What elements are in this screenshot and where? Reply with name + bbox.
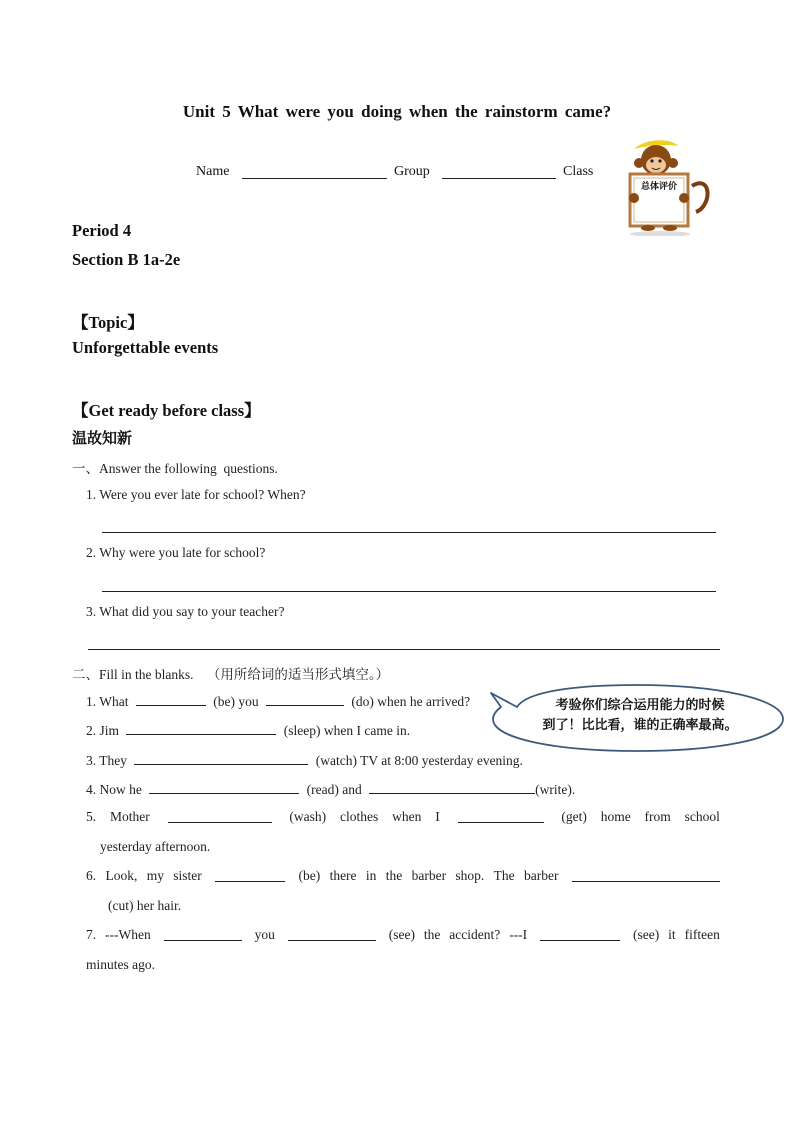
item-7-number: 7. — [86, 927, 97, 942]
answer-line-3[interactable] — [88, 649, 720, 650]
fill-item-5 — [86, 809, 720, 825]
part1-instruction — [72, 457, 278, 477]
item-5-word: home — [600, 809, 631, 824]
item-2-blank-1[interactable] — [126, 721, 276, 735]
item-7-continuation: minutes ago. — [86, 957, 155, 972]
part2-instruction-cn: （用所给词的适当形式填空。） — [206, 667, 390, 683]
item-2-text-a: (sleep) when I came in. — [283, 723, 411, 738]
period-label: Period 4 — [72, 221, 132, 240]
part1-instruction-text: Answer the following questions. — [99, 461, 278, 476]
item-5-word: school — [684, 809, 720, 824]
item-7-word: accident? — [449, 927, 501, 942]
item-5-word: (get) — [561, 809, 587, 824]
item-6-word: Look, — [105, 868, 138, 883]
item-1-number: 1. What — [86, 694, 129, 709]
item-4-text-b: (write). — [535, 782, 576, 797]
item-5-word: when — [392, 809, 422, 824]
name-field[interactable] — [242, 164, 387, 184]
item-5-word: clothes — [340, 809, 379, 824]
question-2: 2. Why were you late for school? — [86, 545, 266, 560]
item-6-blank-1[interactable] — [215, 868, 285, 882]
fill-item-4 — [86, 780, 575, 798]
badge-text: 总体评价 — [640, 182, 678, 192]
item-7-blank-2[interactable] — [288, 927, 376, 941]
item-6-word: (be) — [298, 868, 321, 883]
part2-instruction-text: Fill in the blanks. — [99, 667, 194, 682]
fill-item-7 — [86, 927, 720, 943]
part1-prefix: 一、 — [72, 461, 99, 477]
get-ready-heading: 【Get ready before class】 — [72, 401, 261, 420]
item-2-number: 2. Jim — [86, 723, 120, 738]
item-1-text-a: (be) you — [213, 694, 259, 709]
fill-item-1 — [86, 692, 470, 710]
speech-bubble-line-2: 到了！比比看，谁的正确率最高。 — [542, 718, 738, 733]
item-6-word: sister — [173, 868, 202, 883]
answer-line-1[interactable] — [102, 532, 716, 533]
item-5-word: Mother — [109, 809, 150, 824]
item-7-word: ---When — [105, 927, 151, 942]
item-6-word: there — [329, 868, 357, 883]
topic-text: Unforgettable events — [72, 338, 219, 357]
fill-item-2 — [86, 721, 410, 739]
worksheet-title: Unit 5 What were you doing when the rainstorm came? — [182, 102, 612, 121]
answer-line-2[interactable] — [102, 591, 716, 592]
item-4-text-a: (read) and — [306, 782, 362, 797]
item-4-blank-2[interactable] — [369, 780, 535, 794]
review-heading: 温故知新 — [72, 429, 133, 447]
item-7-word: you — [254, 927, 275, 942]
topic-heading: 【Topic】 — [72, 313, 144, 332]
item-1-blank-1[interactable] — [136, 692, 206, 706]
item-1-text-b: (do) when he arrived? — [351, 694, 471, 709]
question-3: 3. What did you say to your teacher? — [86, 604, 285, 619]
item-6-continuation: (cut) her hair. — [108, 898, 182, 913]
item-7-word: the — [423, 927, 441, 942]
item-5-blank-1[interactable] — [168, 809, 272, 823]
item-7-word: ---I — [509, 927, 528, 942]
item-6-blank-2[interactable] — [572, 868, 720, 882]
group-field[interactable] — [442, 164, 556, 184]
item-6-word: shop. — [455, 868, 485, 883]
item-6-word: my — [146, 868, 164, 883]
part2-prefix: 二、 — [72, 667, 99, 683]
item-6-number: 6. — [86, 868, 97, 883]
item-3-blank-1[interactable] — [134, 751, 308, 765]
item-6-word: the — [385, 868, 403, 883]
class-label: Class — [563, 164, 594, 179]
item-7-blank-1[interactable] — [164, 927, 242, 941]
monkey-evaluation-badge — [620, 136, 712, 236]
question-1: 1. Were you ever late for school? When? — [86, 487, 306, 502]
item-6-word: barber — [411, 868, 447, 883]
item-6-word: in — [365, 868, 377, 883]
item-5-continuation: yesterday afternoon. — [100, 839, 211, 854]
section-label: Section B 1a-2e — [72, 250, 181, 269]
item-1-blank-2[interactable] — [266, 692, 344, 706]
item-3-number: 3. They — [86, 753, 127, 768]
item-7-word: fifteen — [684, 927, 720, 942]
speech-bubble-text — [520, 696, 760, 736]
item-5-word: I — [435, 809, 440, 824]
item-5-word: (wash) — [289, 809, 327, 824]
item-5-number: 5. — [86, 809, 97, 824]
item-7-word: it — [668, 927, 676, 942]
fill-item-3 — [86, 751, 523, 769]
name-label: Name — [196, 164, 230, 179]
item-5-blank-2[interactable] — [458, 809, 544, 823]
item-5-word: from — [644, 809, 671, 824]
item-7-word: (see) — [633, 927, 660, 942]
item-6-word: barber — [524, 868, 559, 883]
item-7-word: (see) — [388, 927, 415, 942]
item-4-number: 4. Now he — [86, 782, 142, 797]
group-label: Group — [394, 164, 430, 179]
item-3-text-a: (watch) TV at 8:00 yesterday evening. — [315, 753, 523, 768]
speech-bubble-line-1: 考验你们综合运用能力的时候 — [555, 698, 725, 713]
item-6-word: The — [493, 868, 515, 883]
fill-item-6 — [86, 868, 720, 884]
item-7-blank-3[interactable] — [540, 927, 620, 941]
item-4-blank-1[interactable] — [149, 780, 299, 794]
part2-instruction — [72, 663, 389, 683]
